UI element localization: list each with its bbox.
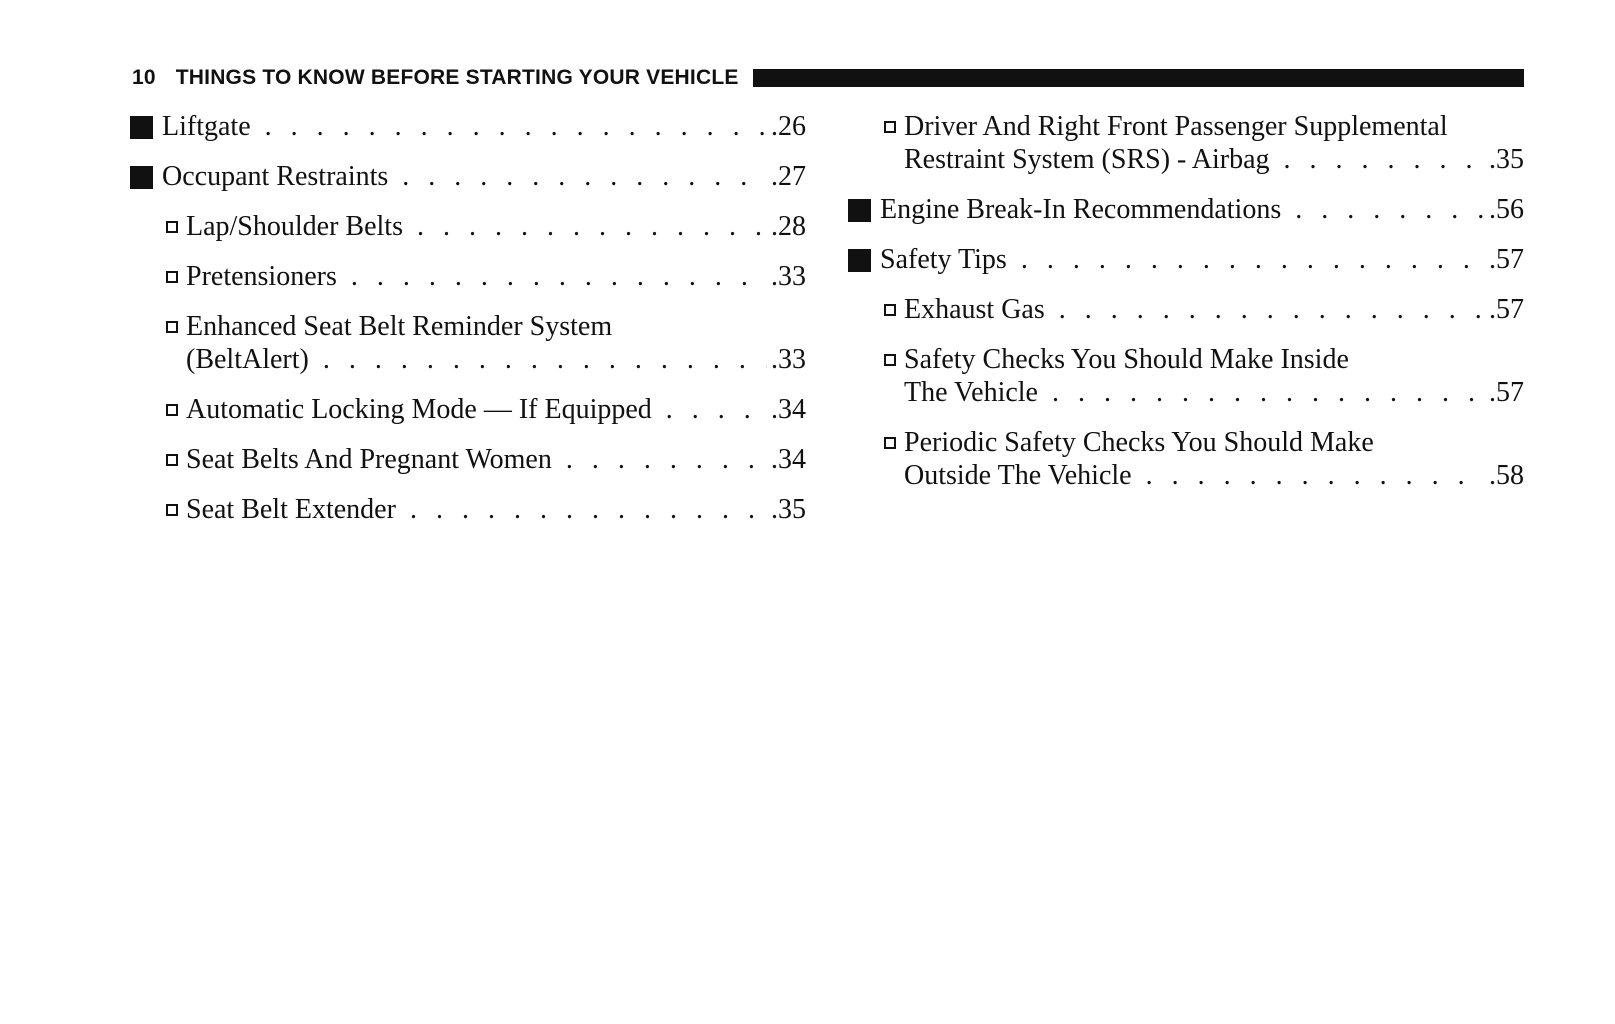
dot-leader bbox=[323, 343, 767, 376]
dot-leader bbox=[666, 393, 767, 426]
toc-sub-entry[interactable] bbox=[130, 443, 806, 476]
toc-entry-line bbox=[186, 260, 806, 293]
dot-leader bbox=[1146, 459, 1485, 492]
toc-page-number: .58 bbox=[1489, 460, 1524, 491]
toc-entry-line bbox=[186, 343, 806, 376]
toc-page-number: .33 bbox=[771, 344, 806, 375]
toc-entry-label: Lap/Shoulder Belts bbox=[186, 211, 403, 242]
toc-entry-label: Restraint System (SRS) - Airbag bbox=[904, 144, 1270, 175]
dot-leader bbox=[402, 160, 767, 193]
open-square-bullet-icon bbox=[166, 504, 178, 516]
dot-leader bbox=[1052, 376, 1485, 409]
toc-page-number: .34 bbox=[771, 394, 806, 425]
toc-entry-line bbox=[162, 160, 806, 193]
toc-sub-entry[interactable] bbox=[848, 293, 1524, 326]
toc-entry-label: Pretensioners bbox=[186, 261, 337, 292]
toc-page-number: .28 bbox=[771, 211, 806, 242]
toc-entry-label: Exhaust Gas bbox=[904, 294, 1045, 325]
toc-page-number: .57 bbox=[1489, 244, 1524, 275]
dot-leader bbox=[1295, 193, 1485, 226]
toc-main-entry[interactable] bbox=[130, 160, 806, 193]
toc-page-number: .34 bbox=[771, 444, 806, 475]
filled-square-bullet-icon bbox=[130, 116, 153, 139]
toc-sub-entry[interactable] bbox=[130, 393, 806, 426]
open-square-bullet-icon bbox=[884, 354, 896, 366]
open-square-bullet-icon bbox=[166, 321, 178, 333]
toc-sub-entry[interactable] bbox=[130, 260, 806, 293]
toc-main-entry[interactable] bbox=[130, 110, 806, 143]
filled-square-bullet-icon bbox=[848, 199, 871, 222]
dot-leader bbox=[417, 210, 767, 243]
toc-entry-line bbox=[186, 393, 806, 426]
header-rule bbox=[753, 69, 1524, 87]
dot-leader bbox=[1284, 143, 1485, 176]
toc-right-column bbox=[848, 110, 1524, 509]
toc-entry-label: Outside The Vehicle bbox=[904, 460, 1132, 491]
toc-entry-label: Engine Break-In Recommendations bbox=[880, 194, 1282, 225]
toc-sub-entry[interactable] bbox=[848, 110, 1524, 176]
page-header bbox=[132, 64, 1524, 92]
toc-entry-label: Enhanced Seat Belt Reminder System bbox=[186, 311, 613, 342]
toc-entry-label: Seat Belts And Pregnant Women bbox=[186, 444, 552, 475]
open-square-bullet-icon bbox=[166, 404, 178, 416]
toc-sub-entry[interactable] bbox=[130, 310, 806, 376]
toc-page-number: .57 bbox=[1489, 377, 1524, 408]
open-square-bullet-icon bbox=[884, 121, 896, 133]
toc-main-entry[interactable] bbox=[848, 193, 1524, 226]
dot-leader bbox=[351, 260, 767, 293]
toc-entry-label: Automatic Locking Mode — If Equipped bbox=[186, 394, 652, 425]
toc-page-number: .27 bbox=[771, 161, 806, 192]
open-square-bullet-icon bbox=[166, 221, 178, 233]
toc-entry-line bbox=[880, 193, 1524, 226]
section-title: THINGS TO KNOW BEFORE STARTING YOUR VEHICLE bbox=[175, 66, 739, 89]
toc-entry-label: Occupant Restraints bbox=[162, 161, 389, 192]
toc-main-entry[interactable] bbox=[848, 243, 1524, 276]
toc-entry-line bbox=[186, 210, 806, 243]
filled-square-bullet-icon bbox=[130, 166, 153, 189]
open-square-bullet-icon bbox=[166, 271, 178, 283]
page-number: 10 bbox=[132, 66, 156, 89]
open-square-bullet-icon bbox=[166, 454, 178, 466]
toc-entry-label: Safety Checks You Should Make Inside bbox=[904, 344, 1349, 375]
dot-leader bbox=[265, 110, 767, 143]
toc-sub-entry[interactable] bbox=[130, 493, 806, 526]
dot-leader bbox=[566, 443, 767, 476]
open-square-bullet-icon bbox=[884, 437, 896, 449]
toc-entry-label: The Vehicle bbox=[904, 377, 1038, 408]
toc-page-number: .33 bbox=[771, 261, 806, 292]
toc-entry-label: Seat Belt Extender bbox=[186, 494, 396, 525]
toc-page-number: .56 bbox=[1489, 194, 1524, 225]
toc-entry-line bbox=[880, 243, 1524, 276]
toc-page-number: .35 bbox=[771, 494, 806, 525]
dot-leader bbox=[410, 493, 767, 526]
dot-leader bbox=[1059, 293, 1485, 326]
toc-page-number: .57 bbox=[1489, 294, 1524, 325]
toc-entry-label: Liftgate bbox=[162, 111, 251, 142]
toc-entry-line bbox=[904, 293, 1524, 326]
toc-entry-line bbox=[904, 143, 1524, 176]
toc-page-number: .26 bbox=[771, 111, 806, 142]
dot-leader bbox=[1021, 243, 1485, 276]
toc-left-column bbox=[130, 110, 806, 543]
toc-entry-line bbox=[162, 110, 806, 143]
open-square-bullet-icon bbox=[884, 304, 896, 316]
toc-sub-entry[interactable] bbox=[848, 426, 1524, 492]
toc-page-number: .35 bbox=[1489, 144, 1524, 175]
toc-entry-line bbox=[186, 443, 806, 476]
toc-entry-label: Periodic Safety Checks You Should Make bbox=[904, 427, 1374, 458]
toc-entry-label: Safety Tips bbox=[880, 244, 1007, 275]
filled-square-bullet-icon bbox=[848, 249, 871, 272]
toc-sub-entry[interactable] bbox=[848, 343, 1524, 409]
toc-entry-line bbox=[904, 459, 1524, 492]
toc-entry-label: (BeltAlert) bbox=[186, 344, 309, 375]
toc-entry-line bbox=[904, 376, 1524, 409]
toc-sub-entry[interactable] bbox=[130, 210, 806, 243]
toc-entry-label: Driver And Right Front Passenger Supplemental bbox=[904, 111, 1448, 142]
toc-entry-line bbox=[186, 493, 806, 526]
